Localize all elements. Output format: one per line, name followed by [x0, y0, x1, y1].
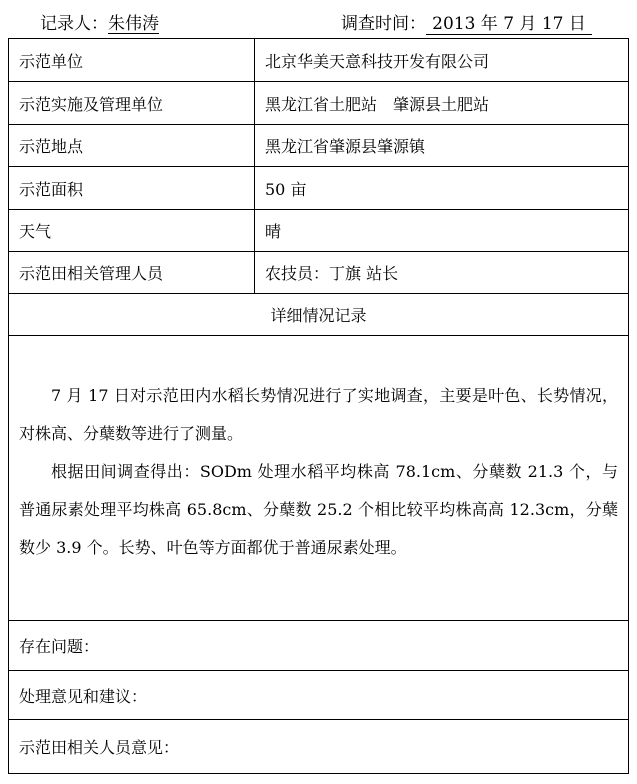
record-header — [0, 0, 637, 40]
advice-label: 处理意见和建议： — [19, 686, 148, 706]
staff-value: 农技员：丁旗 站长 — [265, 264, 399, 283]
weather-label: 天气 — [9, 210, 255, 251]
location-label: 示范地点 — [9, 125, 255, 166]
opinion-label: 示范田相关人员意见： — [19, 738, 180, 757]
demo-unit-value: 北京华美天意科技开发有限公司 — [265, 51, 490, 71]
area-value: 50 亩 — [265, 179, 307, 199]
record-table — [8, 38, 629, 774]
detail-paragraph: 根据田间调查得出：SODm 处理水稻平均株高 78.1cm、分蘖数 21.3 个，与普通尿素处理平均株高 65.8cm、分蘖数 25.2 个相比较平均株高高 12.3cm，分蘖数少 3.9 个。长势、叶色等方面都优于普通尿素处理。 — [19, 462, 618, 557]
survey-date-field — [341, 9, 592, 35]
table-row-unit — [9, 39, 628, 82]
table-row-problems — [9, 621, 628, 671]
location-value: 黑龙江省肇源县肇源镇 — [265, 137, 426, 156]
recorder-field — [40, 9, 159, 34]
detail-title: 详细情况记录 — [270, 306, 367, 325]
survey-date-value: 2013 年 7 月 17 日 — [426, 14, 592, 35]
table-row-area — [9, 167, 628, 210]
table-row-staff — [9, 252, 628, 294]
detail-paragraph: 7 月 17 日对示范田内水稻长势情况进行了实地调查，主要是叶色、长势情况，对株高、分蘖数等进行了测量。 — [19, 386, 618, 443]
demo-unit-label: 示范单位 — [9, 39, 255, 81]
table-row-advice — [9, 671, 628, 720]
table-row-detail-body — [9, 336, 628, 621]
manager-unit-label: 示范实施及管理单位 — [9, 82, 255, 124]
staff-label: 示范田相关管理人员 — [9, 252, 255, 293]
table-row-detail-title — [9, 294, 628, 336]
area-label: 示范面积 — [9, 167, 255, 209]
problems-label: 存在问题： — [19, 637, 100, 656]
table-row-manager — [9, 82, 628, 125]
table-row-location — [9, 125, 628, 167]
detail-body — [9, 336, 628, 567]
table-row-opinion — [9, 720, 628, 773]
recorder-label: 记录人： — [40, 14, 108, 34]
recorder-name: 朱伟涛 — [108, 14, 159, 34]
survey-date-label: 调查时间： — [341, 14, 426, 34]
manager-unit-value: 黑龙江省土肥站 肇源县土肥站 — [265, 94, 490, 114]
weather-value: 晴 — [265, 222, 282, 241]
table-row-weather — [9, 210, 628, 252]
